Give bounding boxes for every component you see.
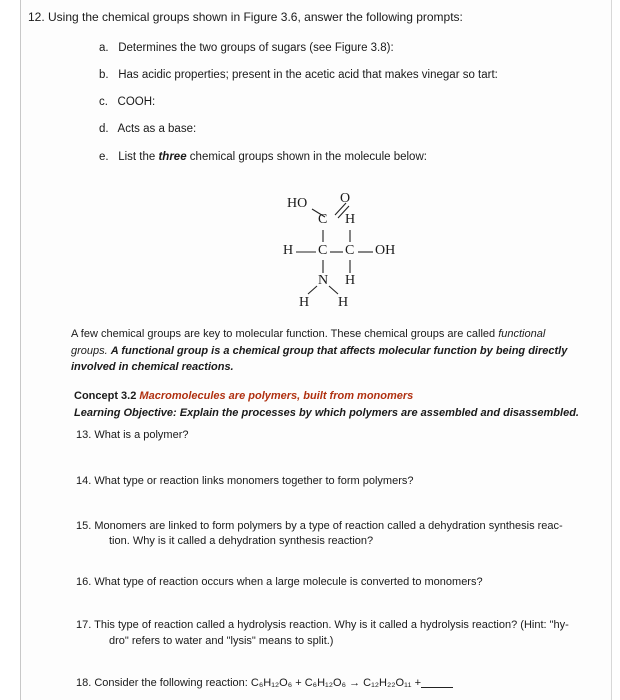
concept-title: Macromolecules are polymers, built from monomers xyxy=(139,390,414,402)
question-17-line-1: 17. This type of reaction called a hydrolysis reaction. Why is it called a hydrolysis reaction? (Hint: "hy- xyxy=(76,619,569,631)
concept-label: Concept 3.2 xyxy=(74,390,137,402)
question-15-line-2: tion. Why is it called a dehydration synthesis reaction? xyxy=(109,535,374,547)
question-18 xyxy=(76,675,453,691)
item-text-emphasis: three xyxy=(158,151,187,163)
bond-n-hleft xyxy=(308,286,317,294)
paragraph-definition: A functional group is a chemical group that affects molecular function by being directly xyxy=(110,345,568,357)
question-16: 16. What type of reaction occurs when a large molecule is converted to monomers? xyxy=(76,576,483,588)
question-12-stem: 12. Using the chemical groups shown in Figure 3.6, answer the following prompts: xyxy=(28,10,463,24)
paragraph-line-1 xyxy=(71,326,545,342)
answer-blank[interactable] xyxy=(421,675,453,688)
item-letter: c. xyxy=(99,96,108,108)
item-text: Acts as a base: xyxy=(117,123,197,135)
atom-oh: OH xyxy=(375,243,396,258)
item-text: COOH: xyxy=(117,96,156,108)
atom-c-right: C xyxy=(345,243,355,258)
atom-h-mid: H xyxy=(345,273,356,288)
molecule-structure xyxy=(21,0,611,330)
atom-h-top: H xyxy=(345,212,356,227)
bond-lines xyxy=(21,0,611,330)
item-text: Determines the two groups of sugars (see Figure 3.8): xyxy=(118,42,394,54)
atom-h-left: H xyxy=(283,243,294,258)
concept-heading xyxy=(74,388,413,404)
paragraph-line-2 xyxy=(71,343,567,359)
learning-objective: Learning Objective: Explain the processes by which polymers are assembled and disassembled. xyxy=(74,407,579,419)
item-letter: e. xyxy=(99,151,109,163)
question-13: 13. What is a polymer? xyxy=(76,429,189,441)
paragraph-term: functional xyxy=(498,328,546,340)
question-14: 14. What type or reaction links monomers together to form polymers? xyxy=(76,475,414,487)
atom-ho: HO xyxy=(287,196,308,211)
item-letter: d. xyxy=(99,123,109,135)
item-text-before: List the xyxy=(118,151,156,163)
bond-n-hright xyxy=(329,286,338,294)
atom-o-top: O xyxy=(340,191,351,206)
atom-h-bottom-left: H xyxy=(299,295,310,310)
item-letter: b. xyxy=(99,69,109,81)
atom-h-bottom-right: H xyxy=(338,295,349,310)
question-18-text: 18. Consider the following reaction: C₆H₁₂O₆ + C₆H₁₂O₆ → C₁₂H₂₂O₁₁ + xyxy=(76,677,421,689)
paragraph-term: groups. xyxy=(71,345,108,357)
atom-n: N xyxy=(318,273,329,288)
paragraph-line-3: involved in chemical reactions. xyxy=(71,361,234,373)
atom-c-top: C xyxy=(318,212,328,227)
worksheet-page xyxy=(20,0,612,700)
item-letter: a. xyxy=(99,42,109,54)
paragraph-text: A few chemical groups are key to molecular function. These chemical groups are called xyxy=(71,328,496,340)
question-15-line-1: 15. Monomers are linked to form polymers by a type of reaction called a dehydration synthesis reac- xyxy=(76,520,563,532)
item-text-after: chemical groups shown in the molecule below: xyxy=(189,151,427,163)
question-17-line-2: dro" refers to water and "lysis" means to split.) xyxy=(109,635,334,647)
item-text: Has acidic properties; present in the acetic acid that makes vinegar so tart: xyxy=(118,69,498,81)
atom-c-left: C xyxy=(318,243,328,258)
